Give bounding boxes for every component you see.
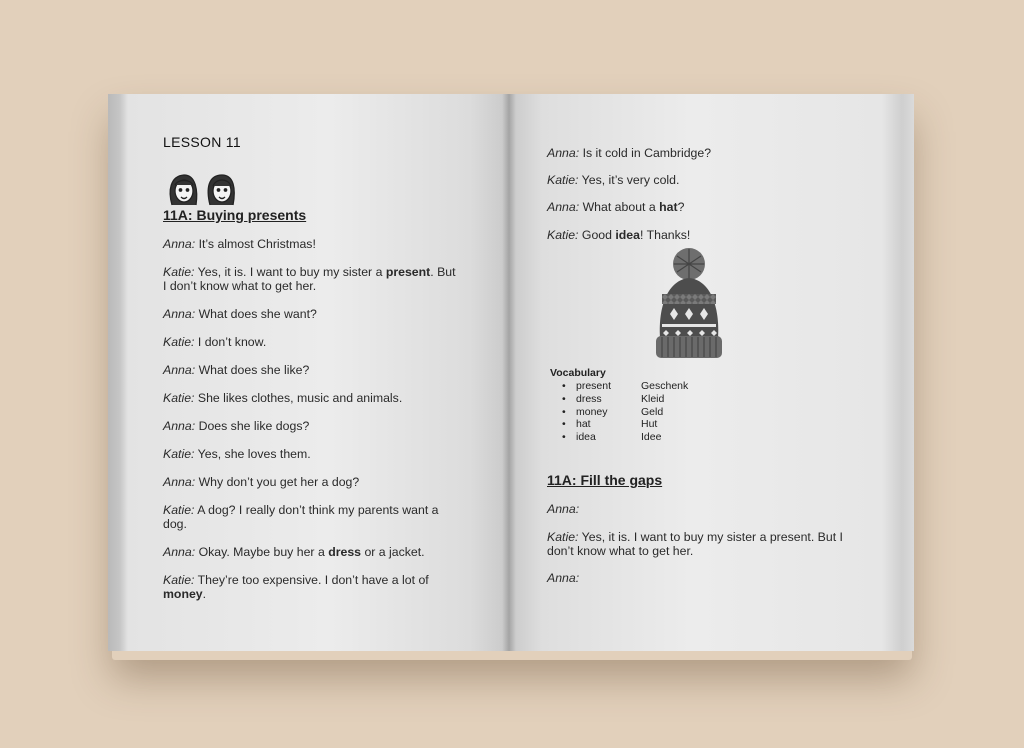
dialogue-line: Katie: She likes clothes, music and animals. bbox=[163, 391, 403, 405]
vocabulary-title: Vocabulary bbox=[550, 367, 606, 379]
vocabulary-box bbox=[550, 367, 688, 444]
lesson-heading: 11A: Buying presents bbox=[163, 207, 307, 223]
list-item: • present Geschenk bbox=[562, 380, 689, 392]
two-girls-icon bbox=[166, 171, 246, 207]
list-item: • money Geld bbox=[562, 405, 664, 418]
dialogue-line: Anna: What does she want? bbox=[163, 307, 317, 321]
dialogue-line: Anna: What about a hat? bbox=[547, 200, 685, 214]
dialogue-line: Anna: What does she like? bbox=[163, 363, 310, 377]
list-item: • hat Hut bbox=[562, 418, 658, 431]
dialogue-line: Anna: Why don’t you get her a dog? bbox=[163, 475, 360, 489]
dialogue-line: Anna: Okay. Maybe buy her a dress or a jacket. bbox=[163, 545, 425, 559]
list-item: • idea Idee bbox=[562, 431, 662, 444]
dialogue-line: Anna: It’s almost Christmas! bbox=[163, 237, 316, 251]
left-page bbox=[108, 94, 510, 651]
dialogue-line: Anna: Is it cold in Cambridge? bbox=[547, 146, 712, 160]
book-spine bbox=[502, 94, 516, 651]
dialogue-line: Katie: A dog? I really don’t think my parents want a dog. bbox=[163, 503, 439, 531]
dialogue-line: Katie: Yes, it’s very cold. bbox=[547, 173, 680, 187]
list-item: • dress Kleid bbox=[562, 392, 665, 405]
exercise-line: Katie: Yes, it is. I want to buy my sister a present. But I don’t know what to get her. bbox=[547, 530, 843, 558]
exercise-line: Anna: bbox=[547, 571, 580, 585]
dialogue-line: Katie: Yes, she loves them. bbox=[163, 447, 311, 461]
knit-hat-icon bbox=[644, 246, 734, 362]
dialogue-line: Katie: Good idea! Thanks! bbox=[547, 228, 691, 242]
dialogue-line: Katie: They’re too expensive. I don’t have a lot of money. bbox=[163, 573, 429, 601]
exercise-line: Anna: bbox=[547, 502, 580, 516]
dialogue-line: Katie: I don’t know. bbox=[163, 335, 267, 349]
dialogue-line: Katie: Yes, it is. I want to buy my sister a present. But I don’t know what to get her. bbox=[163, 265, 456, 293]
exercise-heading: 11A: Fill the gaps bbox=[547, 472, 663, 488]
vocabulary-list bbox=[550, 380, 688, 444]
right-page bbox=[510, 94, 914, 651]
lesson-label: LESSON 11 bbox=[163, 134, 241, 150]
dialogue-line: Anna: Does she like dogs? bbox=[163, 419, 310, 433]
